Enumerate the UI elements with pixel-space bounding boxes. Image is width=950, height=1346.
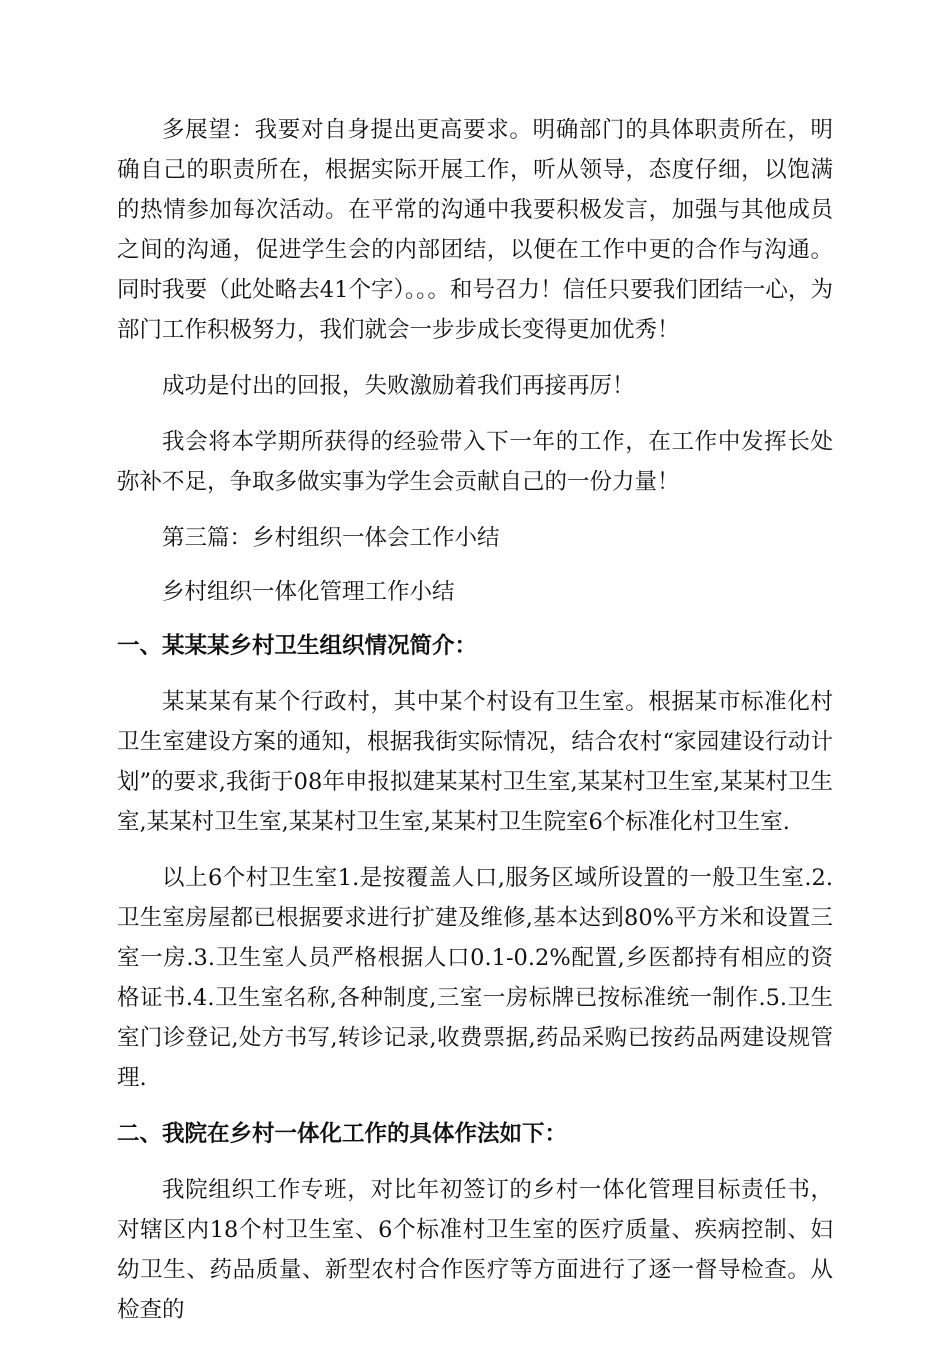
paragraph-section1-details: 以上6个村卫生室1.是按覆盖人口,服务区域所设置的一般卫生室.2.卫生室房屋都已根据要求进行扩建及维修,基本达到80%平方米和设置三室一房.3.卫生室人员严格根据人口0.1-0.2%配置,乡医都持有相应的资格证书.4.卫生室名称,各种制度,三室一房标牌已按标准统一制作.5.卫生室门诊登记,处方书写,转诊记录,收费票据,药品采购已按药品两建设规管理. [117, 865, 833, 1091]
section-heading-1: 一、某某某乡村卫生组织情况简介： [117, 633, 478, 659]
paragraph-section2-intro: 我院组织工作专班，对比年初签订的乡村一体化管理目标责任书，对辖区内18个村卫生室、6个标准村卫生室的医疗质量、疾病控制、妇幼卫生、药品质量、新型农村合作医疗等方面进行了逐一督导检查。从检查的 [117, 1177, 833, 1323]
document-body [117, 110, 833, 1346]
section-heading-2: 二、我院在乡村一体化工作的具体作法如下： [117, 1121, 568, 1147]
paragraph-experience: 我会将本学期所获得的经验带入下一年的工作，在工作中发挥长处弥补不足，争取多做实事为学生会贡献自己的一份力量！ [117, 429, 833, 495]
article-subtitle: 乡村组织一体化管理工作小结 [162, 579, 455, 605]
paragraph-outlook: 多展望：我要对自身提出更高要求。明确部门的具体职责所在，明确自己的职责所在，根据实际开展工作，听从领导，态度仔细，以饱满的热情参加每次活动。在平常的沟通中我要积极发言，加强与其他成员之间的沟通，促进学生会的内部团结，以便在工作中更的合作与沟通。同时我要（此处略去41个字）。。。和号召力！信任只要我们团结一心，为部门工作积极努力，我们就会一步步成长变得更加优秀！ [117, 117, 833, 343]
paragraph-success: 成功是付出的回报，失败激励着我们再接再厉！ [162, 373, 635, 399]
paragraph-section1-intro: 某某某有某个行政村，其中某个村设有卫生室。根据某市标准化村卫生室建设方案的通知，根据我街实际情况，结合农村“家园建设行动计划”的要求,我街于08年申报拟建某某村卫生室,某某村卫生室,某某村卫生室,某某村卫生室,某某村卫生室,某某村卫生院室6个标准化村卫生室. [117, 689, 833, 835]
article-title-third: 第三篇：乡村组织一体会工作小结 [162, 525, 500, 551]
